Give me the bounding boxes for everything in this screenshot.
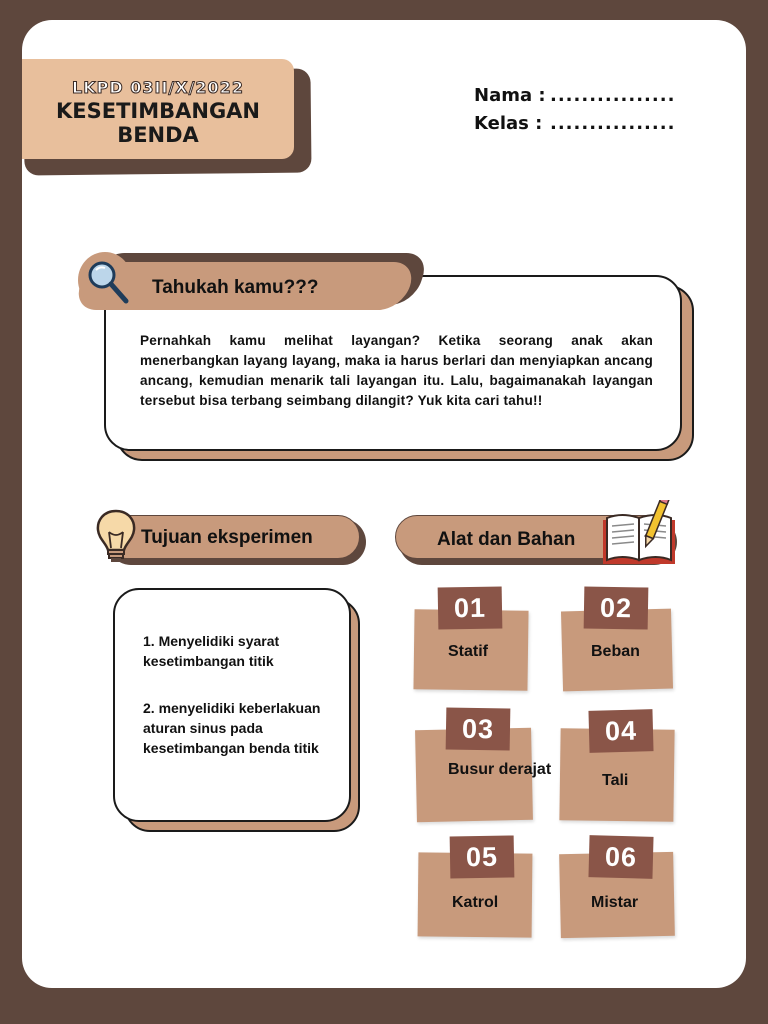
- item-number-02: 02: [584, 586, 649, 629]
- item-number-04: 04: [588, 709, 653, 753]
- kelas-blank: ................: [550, 113, 676, 134]
- item-label-01: Statif: [448, 643, 488, 660]
- document-code: LKPD 03II/X/2022: [72, 78, 244, 97]
- open-book-pencil-icon: [602, 500, 678, 566]
- nama-field[interactable]: [474, 85, 676, 106]
- kelas-label: Kelas :: [474, 113, 543, 134]
- lightbulb-icon: [94, 508, 138, 566]
- tujuan-item-2: 2. menyelidiki keberlakuan aturan sinus pada kesetimbangan benda titik: [143, 700, 321, 756]
- nama-label: Nama :: [474, 85, 546, 106]
- intro-body: Pernahkah kamu melihat layangan? Ketika seorang anak akan menerbangkan layang layang, maka ia harus berlari dan menyiapkan ancang ancang, kemudian menarik tali layangan itu. Lalu, bagaimanakah layangan tersebut bisa terbang seimbang dilangit? Yuk kita cari tahu!!: [140, 333, 653, 408]
- item-number-01: 01: [438, 586, 503, 629]
- magnifier-icon: [84, 258, 134, 308]
- alat-heading: Alat dan Bahan: [437, 529, 576, 550]
- item-number-06: 06: [588, 835, 653, 879]
- kelas-field[interactable]: [474, 113, 676, 134]
- item-label-06: Mistar: [591, 894, 639, 911]
- title-line-1: KESETIMBANGAN: [55, 99, 261, 123]
- item-label-05: Katrol: [452, 894, 499, 911]
- tujuan-heading: Tujuan eksperimen: [141, 527, 313, 548]
- item-label-03: Busur derajat: [448, 761, 552, 778]
- item-number-03: 03: [446, 707, 511, 750]
- item-number-05: 05: [450, 835, 515, 878]
- intro-heading: Tahukah kamu???: [152, 277, 319, 298]
- document-title: [22, 99, 294, 147]
- title-line-2: BENDA: [117, 123, 199, 147]
- item-label-02: Beban: [591, 643, 640, 660]
- title-tag: [22, 59, 294, 159]
- tujuan-item-1: 1. Menyelidiki syarat kesetimbangan titik: [143, 633, 280, 669]
- nama-blank: ................: [550, 85, 676, 106]
- item-label-04: Tali: [602, 772, 629, 789]
